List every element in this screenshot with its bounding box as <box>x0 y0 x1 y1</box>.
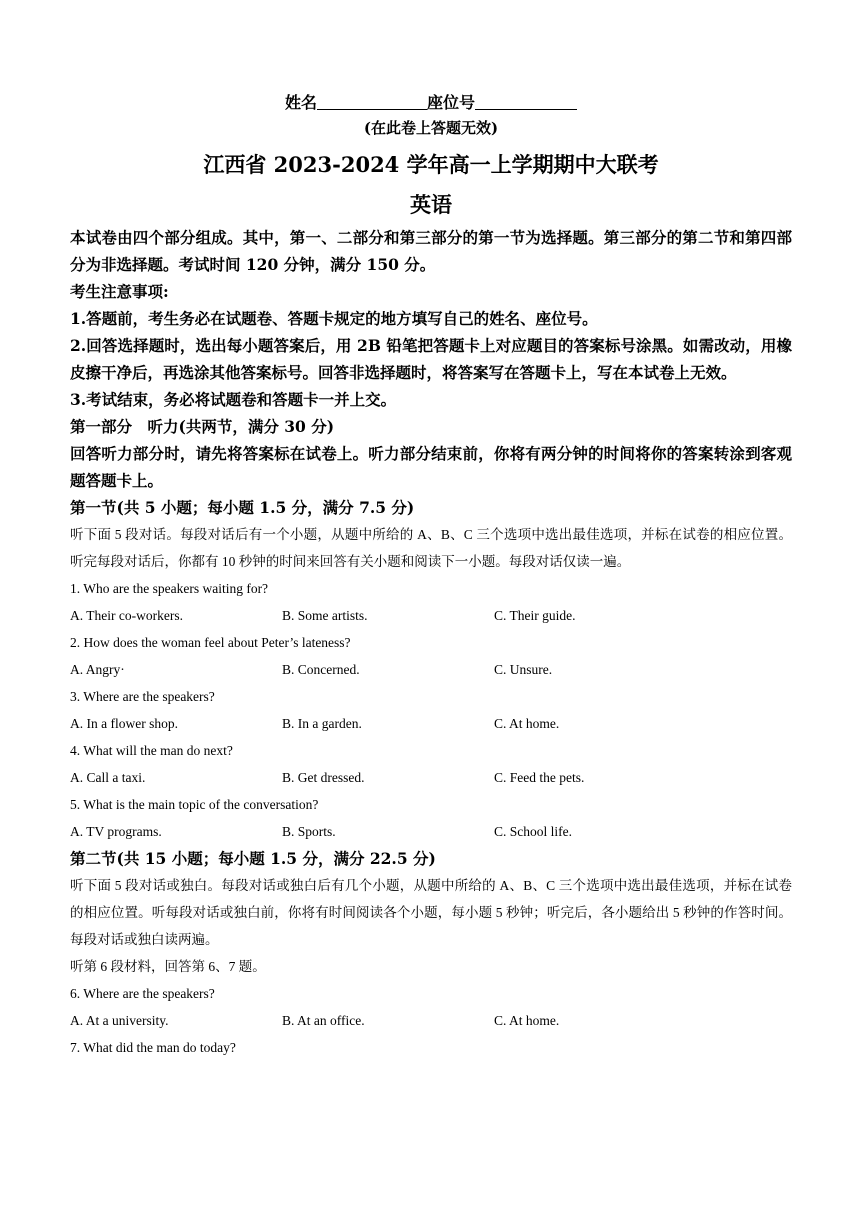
section1-heading: 第一节(共 5 小题；每小题 1.5 分，满分 7.5 分) <box>70 498 415 517</box>
option-a: A. Angry· <box>70 662 125 677</box>
question-stem: 6. Where are the speakers? <box>70 986 215 1001</box>
option-a: A. At a university. <box>70 1013 169 1028</box>
seat-label: 座位号 <box>427 93 476 112</box>
option-a: A. In a flower shop. <box>70 716 178 731</box>
option-a: A. TV programs. <box>70 824 162 839</box>
seat-blank[interactable] <box>475 93 577 110</box>
option-b: B. Some artists. <box>282 608 368 623</box>
part1-heading: 第一部分 听力(共两节，满分 30 分) <box>70 417 335 436</box>
question-stem: 7. What did the man do today? <box>70 1040 236 1055</box>
option-b: B. At an office. <box>282 1013 365 1028</box>
notice-item: 1.答题前，考生务必在试题卷、答题卡规定的地方填写自己的姓名、座位号。 <box>70 309 598 328</box>
option-c: C. School life. <box>494 824 572 839</box>
question-stem: 4. What will the man do next? <box>70 743 233 758</box>
question-stem: 3. Where are the speakers? <box>70 689 215 704</box>
material-note: 听第 6 段材料，回答第 6、7 题。 <box>70 959 266 974</box>
notice-heading: 考生注意事项: <box>70 282 169 301</box>
section1-instruction: 听下面 5 段对话。每段对话后有一个小题，从题中所给的 A、B、C 三个选项中选出最佳选项，并标在试卷的相应位置。听完每段对话后，你都有 10 秒钟的时间来回答有关小题和阅读下一小题。每段对话仅读一遍。 <box>70 527 792 569</box>
option-c: C. Feed the pets. <box>494 770 585 785</box>
no-answer-note: (在此卷上答题无效) <box>363 119 499 137</box>
question-stem: 2. How does the woman feel about Peter’s lateness? <box>70 635 351 650</box>
question-options <box>70 818 792 845</box>
exam-title: 江西省 2023-2024 学年高一上学期期中大联考 <box>203 152 659 177</box>
notice-item: 3.考试结束，务必将试题卷和答题卡一并上交。 <box>70 390 397 409</box>
question-options <box>70 602 792 629</box>
question-options <box>70 764 792 791</box>
question-stem: 5. What is the main topic of the conversation? <box>70 797 319 812</box>
section2-instruction: 听下面 5 段对话或独白。每段对话或独白后有几个小题，从题中所给的 A、B、C 三个选项中选出最佳选项，并标在试卷的相应位置。听每段对话或独白前，你将有时间阅读各个小题，每小题 5 秒钟；听完后，各小题给出 5 秒钟的作答时间。每段对话或独白读两遍。 <box>70 878 792 947</box>
part1-instruction: 回答听力部分时，请先将答案标在试卷上。听力部分结束前，你将有两分钟的时间将你的答案转涂到客观题答题卡上。 <box>70 444 792 490</box>
notice-item: 2.回答选择题时，选出每小题答案后，用 2B 铅笔把答题卡上对应题目的答案标号涂黑。如需改动，用橡皮擦干净后，再选涂其他答案标号。回答非选择题时，将答案写在答题卡上，写在本试卷上无效。 <box>70 336 792 382</box>
name-blank[interactable] <box>317 93 427 110</box>
section2-heading: 第二节(共 15 小题；每小题 1.5 分，满分 22.5 分) <box>70 849 436 868</box>
question-options <box>70 710 792 737</box>
question-stem: 1. Who are the speakers waiting for? <box>70 581 269 596</box>
option-a: A. Their co-workers. <box>70 608 183 623</box>
subject-title: 英语 <box>410 192 452 217</box>
exam-page <box>70 90 792 1061</box>
question-options <box>70 1007 792 1034</box>
name-seat-line <box>70 90 792 116</box>
intro-paragraph: 本试卷由四个部分组成。其中，第一、二部分和第三部分的第一节为选择题。第三部分的第二节和第四部分为非选择题。考试时间 120 分钟，满分 150 分。 <box>70 228 792 274</box>
option-c: C. Their guide. <box>494 608 576 623</box>
option-c: C. At home. <box>494 1013 560 1028</box>
option-b: B. Sports. <box>282 824 336 839</box>
question-options <box>70 656 792 683</box>
option-b: B. Get dressed. <box>282 770 365 785</box>
option-b: B. In a garden. <box>282 716 362 731</box>
name-label: 姓名 <box>284 93 317 112</box>
option-c: C. Unsure. <box>494 662 553 677</box>
option-b: B. Concerned. <box>282 662 360 677</box>
option-c: C. At home. <box>494 716 560 731</box>
option-a: A. Call a taxi. <box>70 770 146 785</box>
